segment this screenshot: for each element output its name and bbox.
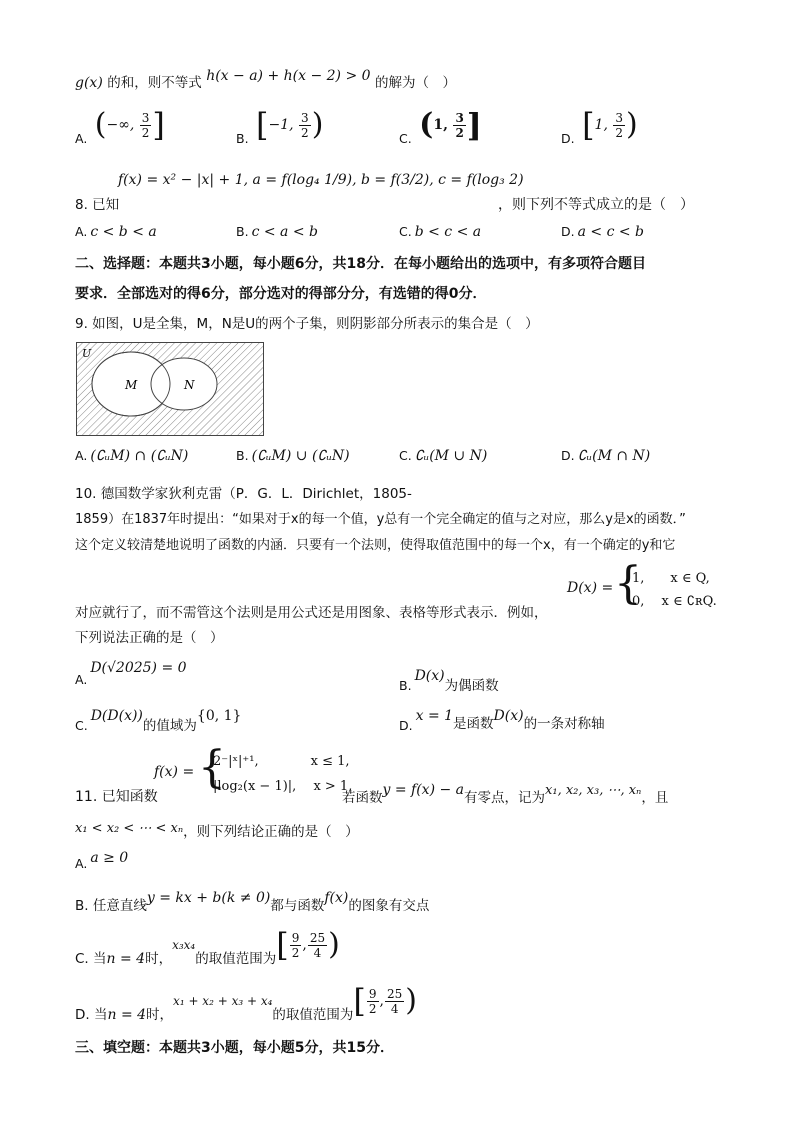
q7-option-c-expr: 1, [433,117,448,133]
q8-option-a-expr: c < b < a [90,224,157,240]
q9-stem: 9. 如图，U是全集，M，N是U的两个子集，则阴影部分所表示的集合是（ ） [75,316,539,332]
section-2-header-line1: 二、选择题：本题共3小题，每小题6分，共18分．在每小题给出的选项中，有多项符合题目 [75,256,646,272]
q10-option-a [75,660,187,687]
q10-line2: 1859）在1837年时提出：“如果对于x的每一个值，y总有一个完全确定的值与之对应，那么y是x的函数．” [75,512,686,527]
q10-option-d-expr: x = 1 [415,708,454,724]
q10-line1: 10. 德国数学家狄利克雷（P．G．L．Dirichlet，1805- [75,486,412,502]
q7-option-a-expr: −∞, [106,117,135,133]
q10-option-c-set: {0, 1} [196,708,242,724]
q9-option-d [561,448,650,464]
q11-option-c: C. 当n = 4时，x₃x₄的取值范围为[ $\frac{9}{2}$ , $\frac{25}{4}$ ) [75,926,340,967]
frac-den: 2 [301,125,309,140]
frac-num: 3 [141,110,150,125]
q8-option-a-label: A. [75,224,88,239]
range-a-num: 9 [291,930,300,945]
q8-option-d-label: D. [561,224,575,239]
q11-option-b-text2: 的图象有交点 [348,898,430,914]
frac-den: 2 [615,125,623,140]
q8-option-b-expr: c < a < b [251,224,318,240]
q8-option-c [399,224,481,240]
section-2-header-line2: 要求．全部选对的得6分，部分选对的得部分分，有选错的得0分． [75,286,487,302]
frac-den: 2 [141,125,150,140]
q10-option-d [399,704,605,733]
venn-label-m: M [125,378,138,392]
q7-option-b: B. [−1, $\frac{3}{2}$ ) [236,106,324,146]
q9-option-d-label: D. [561,448,575,463]
q7-option-a: A. (−∞, $\frac{3}{2}$ ] [75,106,165,146]
q9-option-b-expr: (∁ᵤM) ∪ (∁ᵤN) [251,448,350,464]
range-b-num: 25 [387,986,403,1001]
q9-option-b-label: B. [236,448,249,463]
q11-zeros: x₁, x₂, x₃, ⋯, xₙ [545,783,642,798]
q10-option-a-expr: D(√2025) = 0 [90,660,187,676]
q11-stem-end: ，且 [641,790,669,806]
q11-option-b-label: B. 任意直线 [75,898,147,914]
q7-stem-end: 的解为（ ） [375,75,456,91]
q7-stem [75,68,734,94]
q10-option-c [75,704,242,734]
q10-option-d-text2: 的一条对称轴 [523,716,605,732]
q10-def-case2: 0, x ∈ ∁ʀQ. [632,594,717,609]
q11-option-c-expr: x₃x₄ [172,938,196,952]
q10-option-d-label: D. [399,718,413,733]
q10-option-b-text: 为偶函数 [444,678,499,694]
q11-option-c-label: C. 当 [75,951,107,967]
q10-option-b-expr: D(x) [414,668,445,684]
q9-option-d-expr: ∁ᵤ(M ∩ N) [577,448,651,464]
q11-option-c-text1: 时， [145,951,173,967]
q10-option-d-expr2: D(x) [493,708,524,724]
section-3-header: 三、填空题：本题共3小题，每小题5分，共15分． [75,1040,394,1056]
q11-case1: 2⁻|ˣ|⁺¹, x ≤ 1, [213,754,350,769]
q11-prefix: 11. 已知函数 [75,789,158,805]
q8-definition: f(x) = x² − |x| + 1, a = f(log₄ 1/9), b = f(3/2), c = f(log₃ 2) [118,172,524,188]
q7-option-c-label: C. [399,131,412,146]
q11-stem-rest [342,778,669,806]
q8-option-d-expr: a < c < b [577,224,645,240]
q7-option-a-label: A. [75,131,88,146]
q7-option-b-label: B. [236,131,249,146]
q10-def-case1: 1, x ∈ Q, [632,571,710,586]
q7-option-d-label: D. [561,131,575,146]
q9-option-c-label: C. [399,448,412,463]
q11-line2 [75,816,359,840]
q7-option-d-expr: 1, [594,117,608,133]
q8-option-b [236,224,318,240]
q10-option-c-label: C. [75,718,88,733]
q9-option-a-expr: (∁ᵤM) ∩ (∁ᵤN) [90,448,189,464]
q7-inequality: h(x − a) + h(x − 2) > 0 [206,68,371,84]
q8-suffix: ，则下列不等式成立的是（ ） [498,197,694,213]
q11-option-a-label: A. [75,856,88,871]
q10-line4: 对应就行了，而不需管这个法则是用公式还是用图象、表格等形式表示．例如， [75,605,548,621]
q11-option-a [75,850,129,871]
q10-option-a-label: A. [75,672,88,687]
q8-prefix: 8. 已知 [75,197,120,213]
q11-line2-text: ，则下列结论正确的是（ ） [183,824,359,840]
q7-option-d: D. [1, $\frac{3}{2}$ ) [561,106,638,146]
q11-option-d-n: n = 4 [107,1007,147,1023]
q11-case2: |log₂(x − 1)|, x > 1, [213,779,353,794]
q11-order-expr: x₁ < x₂ < ⋯ < xₙ [75,821,184,836]
q10-option-d-text1: 是函数 [453,716,494,732]
q10-def-lhs: D(x) = [567,580,614,596]
q10-option-b [399,664,499,694]
q11-def-brace: { [198,742,226,793]
q10-def-brace: { [614,558,642,609]
q11-option-d-text1: 时， [146,1007,174,1023]
range-b-den: 4 [313,945,322,960]
q10-line5: 下列说法正确的是（ ） [75,630,224,646]
q7-g-expr: g(x) [75,75,103,91]
q9-option-c [399,448,487,464]
q8-option-d [561,224,644,240]
q10-option-c-text: 的值域为 [142,718,197,734]
q7-option-c: C. (1, $\frac{3}{2}$ ] [399,106,482,146]
q8-option-a [75,224,157,240]
venn-label-n: N [184,378,195,392]
frac-den: 2 [455,125,464,140]
range-a-den: 2 [368,1001,377,1016]
q9-option-a [75,448,188,464]
range-a-num: 9 [368,986,377,1001]
q11-option-b [75,886,430,914]
q11-y-expr: y = f(x) − a [382,782,465,798]
q11-option-c-text2: 的取值范围为 [195,951,277,967]
q11-f-lhs: f(x) = [154,764,195,780]
q7-option-b-expr: −1, [268,117,294,133]
q10-option-c-expr: D(D(x)) [90,708,143,724]
q9-option-b [236,448,350,464]
frac-num: 3 [615,110,623,125]
q11-option-d: D. 当n = 4时，x₁ + x₂ + x₃ + x₄的取值范围为[ $\frac{9}{2}$ , $\frac{25}{4}$ ) [75,982,417,1023]
q11-option-b-expr2: f(x) [324,890,349,906]
q8-option-c-expr: b < c < a [414,224,482,240]
q11-option-a-expr: a ≥ 0 [90,850,129,866]
q10-line3: 这个定义较清楚地说明了函数的内涵．只要有一个法则，使得取值范围中的每一个x，有一个确定的y和它 [75,538,676,553]
frac-num: 3 [301,110,309,125]
frac-num: 3 [455,110,464,125]
q11-stem-mid2: 有零点，记为 [464,790,546,806]
q11-option-c-n: n = 4 [106,951,146,967]
q9-option-c-expr: ∁ᵤ(M ∪ N) [414,448,488,464]
q8-option-b-label: B. [236,224,249,239]
q8-option-c-label: C. [399,224,412,239]
q10-option-b-label: B. [399,678,412,693]
q11-option-d-label: D. 当 [75,1007,108,1023]
q9-option-a-label: A. [75,448,88,463]
q7-stem-mid: 的和，则不等式 [107,75,202,91]
q11-option-d-expr: x₁ + x₂ + x₃ + x₄ [173,994,273,1008]
q11-option-b-expr: y = kx + b(k ≠ 0) [146,890,271,906]
venn-label-u: U [82,347,92,360]
venn-diagram [76,342,264,436]
range-b-den: 4 [390,1001,399,1016]
q11-stem-mid: 若函数 [342,790,383,806]
range-a-den: 2 [291,945,300,960]
q11-option-b-text1: 都与函数 [270,898,325,914]
q11-option-d-text2: 的取值范围为 [272,1007,354,1023]
range-b-num: 25 [309,930,326,945]
